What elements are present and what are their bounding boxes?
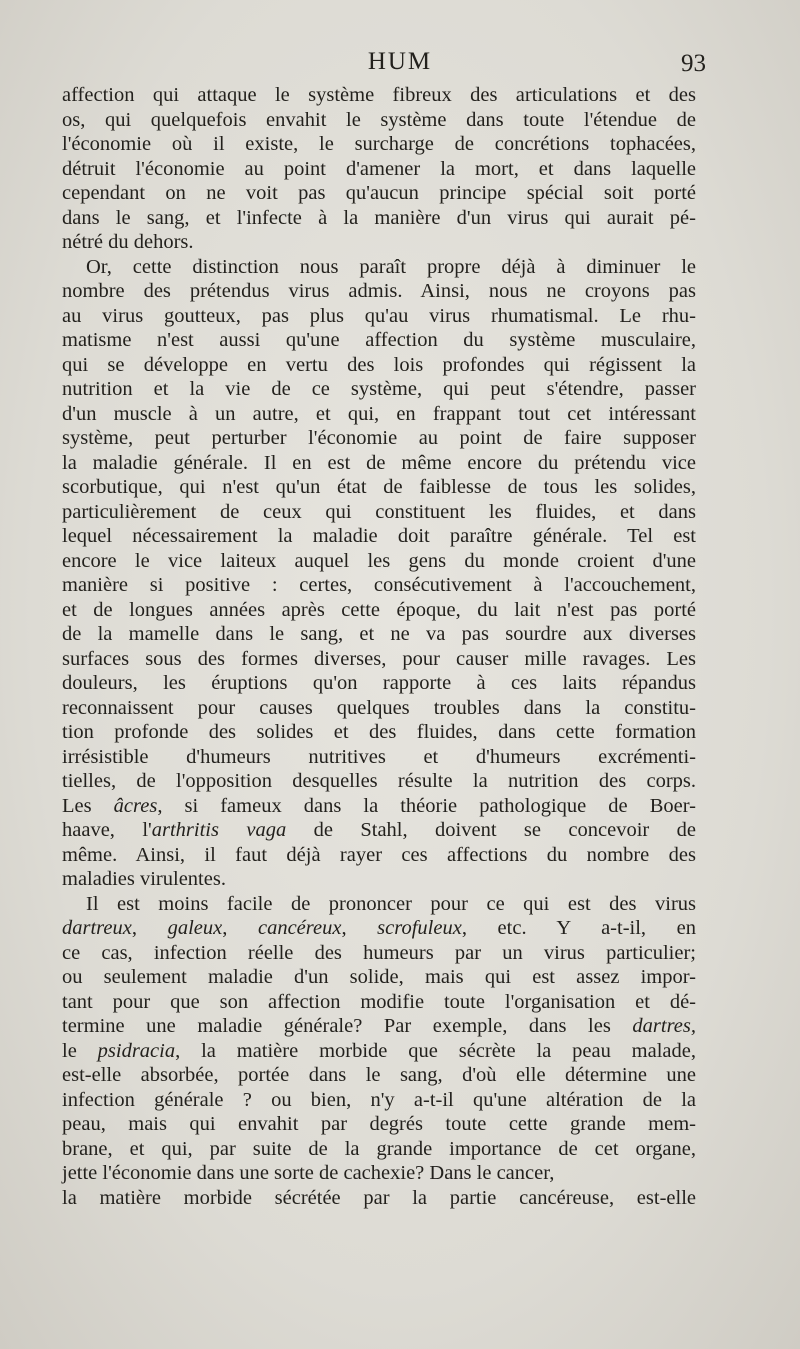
running-head-title: HUM [367, 48, 433, 75]
text-segment: d'un muscle à un autre, et qui, en frappant tout cet intéressant [62, 402, 696, 425]
text-line [62, 132, 696, 157]
text-segment: Les [62, 794, 114, 817]
text-line [62, 671, 696, 696]
text-line [62, 181, 696, 206]
text-line [62, 892, 696, 917]
text-segment: termine une maladie générale? Par exemple, dans les [62, 1015, 633, 1037]
text-line [62, 843, 696, 868]
text-line [62, 965, 696, 990]
text-segment: de Stahl, doivent se concevoir de [286, 819, 696, 841]
text-segment: l'économie où il existe, le surcharge de concrétions tophacées, [62, 133, 696, 155]
text-segment: particulièrement de ceux qui constituent les fluides, et dans [62, 500, 696, 523]
text-segment: haave, l' [62, 819, 152, 841]
text-line [62, 916, 696, 941]
text-segment: ce cas, infection réelle des humeurs par un virus particulier; [62, 941, 696, 964]
text-line [62, 818, 696, 843]
text-segment: ou seulement maladie d'un solide, mais qui est assez impor- [62, 966, 696, 988]
text-segment: nétré du dehors. [62, 231, 194, 253]
text-segment: brane, et qui, par suite de la grande importance de cet organe, [62, 1137, 696, 1160]
text-segment: os, qui quelquefois envahit le système dans toute l'étendue de [62, 108, 696, 131]
text-line [62, 696, 696, 721]
text-line [62, 524, 696, 549]
text-line [62, 1161, 696, 1186]
text-segment: lequel nécessairement la maladie doit paraître générale. Tel est [62, 525, 696, 547]
page-number: 93 [681, 50, 706, 77]
text-segment: , [222, 917, 258, 939]
italic-text: psidracia [97, 1039, 176, 1062]
text-line [62, 426, 696, 451]
text-segment: Il est moins facile de prononcer pour ce qui est des virus [86, 892, 696, 915]
text-segment: infection générale ? ou bien, n'y a-t-il qu'une altération de la [62, 1088, 696, 1111]
text-segment: est-elle absorbée, portée dans le sang, d'où elle détermine une [62, 1064, 696, 1086]
text-segment: Or, cette distinction nous paraît propre déjà à diminuer le [86, 255, 696, 278]
text-line [62, 1186, 696, 1211]
text-segment: , [341, 917, 378, 939]
text-line [62, 304, 696, 329]
text-line [62, 867, 696, 892]
body-text [62, 83, 696, 1210]
text-line [62, 745, 696, 770]
text-line [62, 353, 696, 378]
text-line [62, 622, 696, 647]
italic-text: âcres [113, 794, 158, 817]
text-line [62, 402, 696, 427]
text-line [62, 230, 696, 255]
text-segment: de la mamelle dans le sang, et ne va pas sourdre aux diverses [62, 623, 696, 645]
text-segment: cependant on ne voit pas qu'aucun principe spécial soit porté [62, 182, 696, 204]
text-segment: tion profonde des solides et des fluides, dans cette formation [62, 721, 696, 743]
text-segment: , la matière morbide que sécrète la peau malade, [175, 1039, 696, 1062]
text-line [62, 206, 696, 231]
text-segment: jette l'économie dans une sorte de cachexie? Dans le cancer, [62, 1162, 555, 1184]
text-segment: nombre des prétendus virus admis. Ainsi, nous ne croyons pas [62, 280, 696, 302]
text-line [62, 598, 696, 623]
italic-text: scrofuleux [377, 917, 462, 939]
text-segment: peau, mais qui envahit par degrés toute cette grande mem- [62, 1113, 696, 1135]
text-segment: reconnaissent pour causes quelques troubles dans la constitu- [62, 696, 696, 719]
text-segment: tielles, de l'opposition desquelles résulte la nutrition des corps. [62, 770, 696, 792]
text-line [62, 990, 696, 1015]
text-line [62, 720, 696, 745]
text-segment: détruit l'économie au point d'amener la mort, et dans laquelle [62, 157, 696, 180]
text-segment: irrésistible d'humeurs nutritives et d'humeurs excrémenti- [62, 745, 696, 768]
text-segment: , si fameux dans la théorie pathologique de Boer- [157, 794, 696, 817]
text-line [62, 328, 696, 353]
text-segment: , [131, 917, 168, 939]
text-line [62, 647, 696, 672]
italic-text: galeux [167, 917, 223, 939]
text-line [62, 377, 696, 402]
text-line [62, 108, 696, 133]
text-segment: nutrition et la vie de ce système, qui peut s'étendre, passer [62, 378, 696, 400]
text-segment: scorbutique, qui n'est qu'un état de faiblesse de tous les solides, [62, 476, 696, 498]
text-line [62, 255, 696, 280]
text-line [62, 500, 696, 525]
italic-text: dartreux [62, 917, 132, 939]
text-segment: au virus goutteux, pas plus qu'au virus rhumatismal. Le rhu- [62, 304, 696, 327]
text-line [62, 1039, 696, 1064]
text-line [62, 83, 696, 108]
text-segment: même. Ainsi, il faut déjà rayer ces affections du nombre des [62, 843, 696, 866]
text-segment: douleurs, les éruptions qu'on rapporte à ces laits répandus [62, 672, 696, 694]
text-line [62, 549, 696, 574]
text-line [62, 279, 696, 304]
text-segment: maladies virulentes. [62, 868, 226, 890]
text-segment: le [62, 1039, 98, 1062]
text-line [62, 451, 696, 476]
text-segment: et de longues années après cette époque, du lait n'est pas porté [62, 598, 696, 621]
text-line [62, 769, 696, 794]
text-segment: système, peut perturber l'économie au point de faire supposer [62, 427, 696, 449]
text-segment: la matière morbide sécrétée par la partie cancéreuse, est-elle [62, 1186, 696, 1209]
text-segment: , etc. Y a-t-il, en [461, 917, 696, 939]
text-line [62, 1063, 696, 1088]
text-segment: encore le vice laiteux auquel les gens du monde croient d'une [62, 549, 696, 572]
text-segment: qui se développe en vertu des lois profondes qui régissent la [62, 353, 696, 376]
text-line [62, 941, 696, 966]
italic-text: arthritis vaga [151, 819, 287, 841]
text-segment: dans le sang, et l'infecte à la manière d'un virus qui aurait pé- [62, 206, 696, 229]
text-line [62, 1112, 696, 1137]
text-segment: tant pour que son affection modifie toute l'organisation et dé- [62, 990, 696, 1013]
text-line [62, 475, 696, 500]
text-segment: la maladie générale. Il en est de même encore du prétendu vice [62, 451, 696, 474]
text-line [62, 1014, 696, 1039]
text-line [62, 794, 696, 819]
italic-text: cancéreux [257, 917, 342, 939]
text-segment: manière si positive : certes, consécutivement à l'accouchement, [62, 574, 696, 596]
text-segment: matisme n'est aussi qu'une affection du système musculaire, [62, 329, 696, 351]
text-line [62, 573, 696, 598]
text-line [62, 1088, 696, 1113]
text-line [62, 157, 696, 182]
running-head [0, 48, 800, 82]
italic-text: dartres, [632, 1015, 696, 1037]
text-segment: affection qui attaque le système fibreux des articulations et des [62, 84, 696, 106]
text-line [62, 1137, 696, 1162]
text-segment: surfaces sous des formes diverses, pour causer mille ravages. Les [62, 647, 696, 670]
